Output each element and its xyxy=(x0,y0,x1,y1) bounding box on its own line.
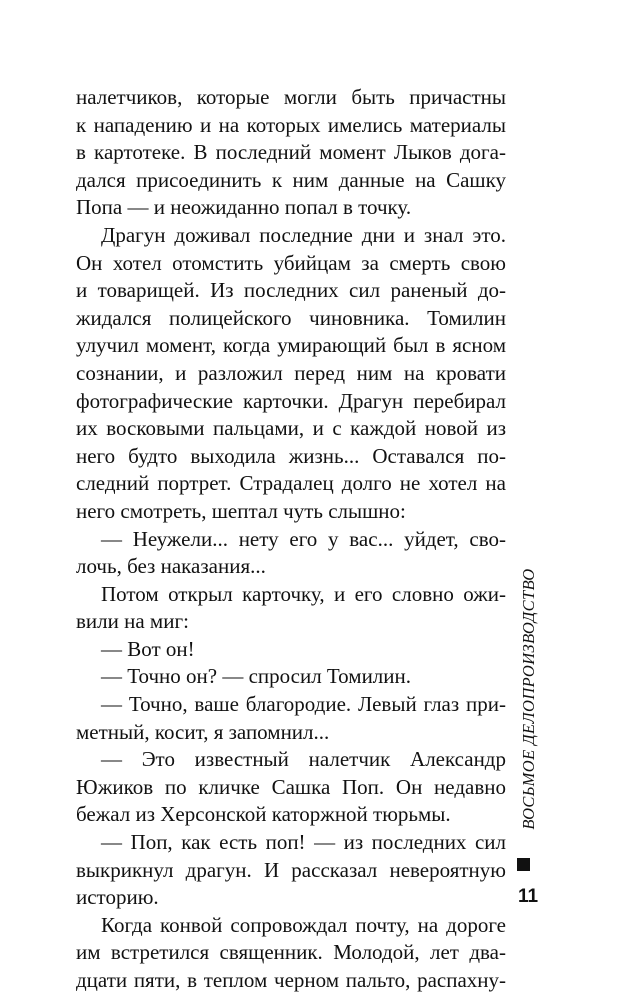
text-line: фотографические карточки. Драгун перебирал xyxy=(76,388,506,413)
text-line: — Это известный налетчик Александр xyxy=(101,747,506,772)
text-line: улучил момент, когда умирающий был в ясном xyxy=(76,333,506,358)
square-marker-icon xyxy=(517,858,530,871)
running-title-text: ВОСЬМОЕ ДЕЛОПРОИЗВОДСТВО xyxy=(519,568,538,830)
text-line: сознании, и разложил перед ним на кровати xyxy=(76,360,506,385)
text-line: Попа — и неожиданно попал в точку. xyxy=(76,195,412,220)
text-line: дцати пяти, в теплом черном пальто, распахну- xyxy=(76,968,506,992)
text-line: — Точно, ваше благородие. Левый глаз при- xyxy=(101,692,506,717)
text-line: им встретился священник. Молодой, лет два- xyxy=(76,940,506,965)
text-line: дался присоединить к ним данные на Сашку xyxy=(76,167,506,192)
text-line: Потом открыл карточку, и его словно ожи- xyxy=(101,581,506,606)
text-line: — Точно он? — спросил Томилин. xyxy=(101,664,412,689)
text-line: него смотреть, шептал чуть слышно: xyxy=(76,498,406,523)
text-line: следний портрет. Страдалец долго не хотел на xyxy=(76,471,506,496)
text-line: — Вот он! xyxy=(101,636,195,661)
text-line: жидался полицейского чиновника. Томилин xyxy=(76,305,506,330)
text-line: Когда конвой сопровождал почту, на дороге xyxy=(101,912,506,937)
text-line: их восковыми пальцами, и с каждой новой из xyxy=(76,416,506,441)
text-line: выкрикнул драгун. И рассказал невероятную xyxy=(76,857,506,882)
page-number: 11 xyxy=(517,886,539,907)
text-line: — Неужели... нету его у вас... уйдет, сво- xyxy=(101,526,506,551)
text-line: Драгун доживал последние дни и знал это. xyxy=(101,222,506,247)
text-line: и товарищей. Из последних сил раненый до- xyxy=(76,278,506,303)
body-text xyxy=(76,84,506,995)
text-line: Он хотел отомстить убийцам за смерть свою xyxy=(76,250,506,275)
text-line: лочь, без наказания... xyxy=(76,554,266,579)
text-line: — Поп, как есть поп! — из последних сил xyxy=(101,830,506,855)
text-line: Южиков по кличке Сашка Поп. Он недавно xyxy=(76,774,506,799)
text-line: историю. xyxy=(76,885,159,910)
text-line: бежал из Херсонской каторжной тюрьмы. xyxy=(76,802,451,827)
text-line: к нападению и на которых имелись материалы xyxy=(76,112,506,137)
text-line: метный, косит, я запомнил... xyxy=(76,719,330,744)
text-line: него будто выходила жизнь... Оставался по- xyxy=(76,443,506,468)
text-line: в картотеке. В последний момент Лыков дога- xyxy=(76,140,506,165)
running-title xyxy=(509,568,549,830)
text-line: вили на миг: xyxy=(76,609,189,634)
text-line: налетчиков, которые могли быть причастны xyxy=(76,85,506,109)
